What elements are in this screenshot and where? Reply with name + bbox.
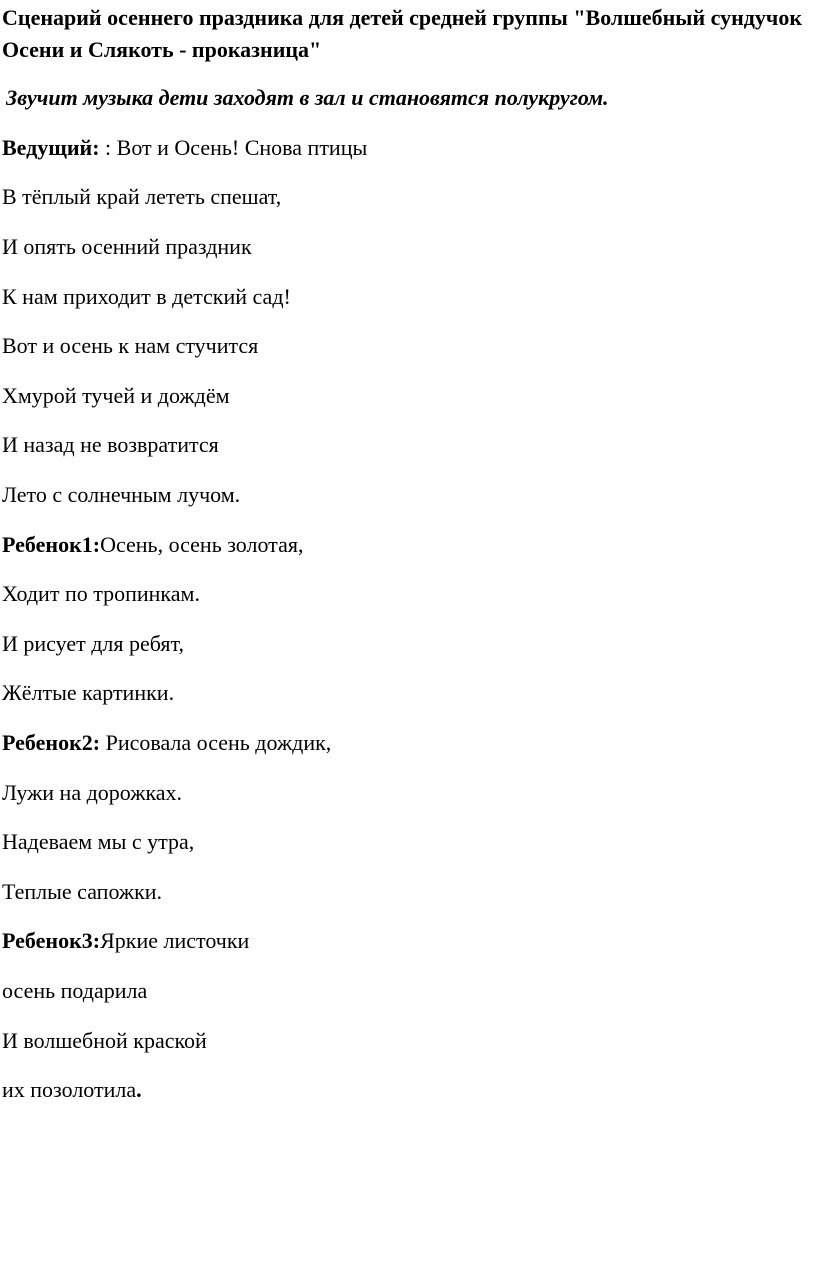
speaker-line [2,531,303,559]
verse-line: И рисует для ребят, [2,631,185,656]
verse-end-punctuation: . [136,1077,142,1102]
verse-line: Лужи на дорожках. [2,780,183,805]
verse-line: В тёплый край лететь спешат, [2,184,282,209]
verse-line: Теплые сапожки. [2,879,163,904]
verse-line: Ходит по тропинкам. [2,581,200,606]
document-title: Сценарий осеннего праздника для детей средней группы "Волшебный сундучок Осени и Слякоть - проказница" [2,5,802,62]
verse-line: Надеваем мы с утра, [2,829,195,854]
stage-direction: Звучит музыка дети заходят в зал и становятся полукругом. [6,85,609,110]
verse-line: Жёлтые картинки. [2,680,175,705]
verse-line: И волшебной краской [2,1028,207,1053]
speaker-line [2,729,331,757]
verse-text: их позолотила [2,1077,137,1102]
verse-text: Рисовала осень дождик, [100,730,332,755]
speaker-line [2,927,249,955]
verse-line: Вот и осень к нам стучится [2,333,259,358]
verse-line [2,1076,142,1104]
speaker-name: Ребенок1: [2,532,101,557]
verse-line: К нам приходит в детский сад! [2,284,291,309]
verse-text: : Вот и Осень! Снова птицы [99,135,368,160]
speaker-name: Ведущий: [2,135,100,160]
speaker-name: Ребенок3: [2,928,101,953]
verse-line: И опять осенний праздник [2,234,252,259]
speaker-line [2,134,367,162]
verse-line: Лето с солнечным лучом. [2,482,241,507]
verse-line: Хмурой тучей и дождём [2,383,230,408]
verse-line: осень подарила [2,978,148,1003]
verse-text: Яркие листочки [100,928,250,953]
speaker-name: Ребенок2: [2,730,101,755]
verse-text: Осень, осень золотая, [100,532,304,557]
verse-line: И назад не возвратится [2,432,219,457]
